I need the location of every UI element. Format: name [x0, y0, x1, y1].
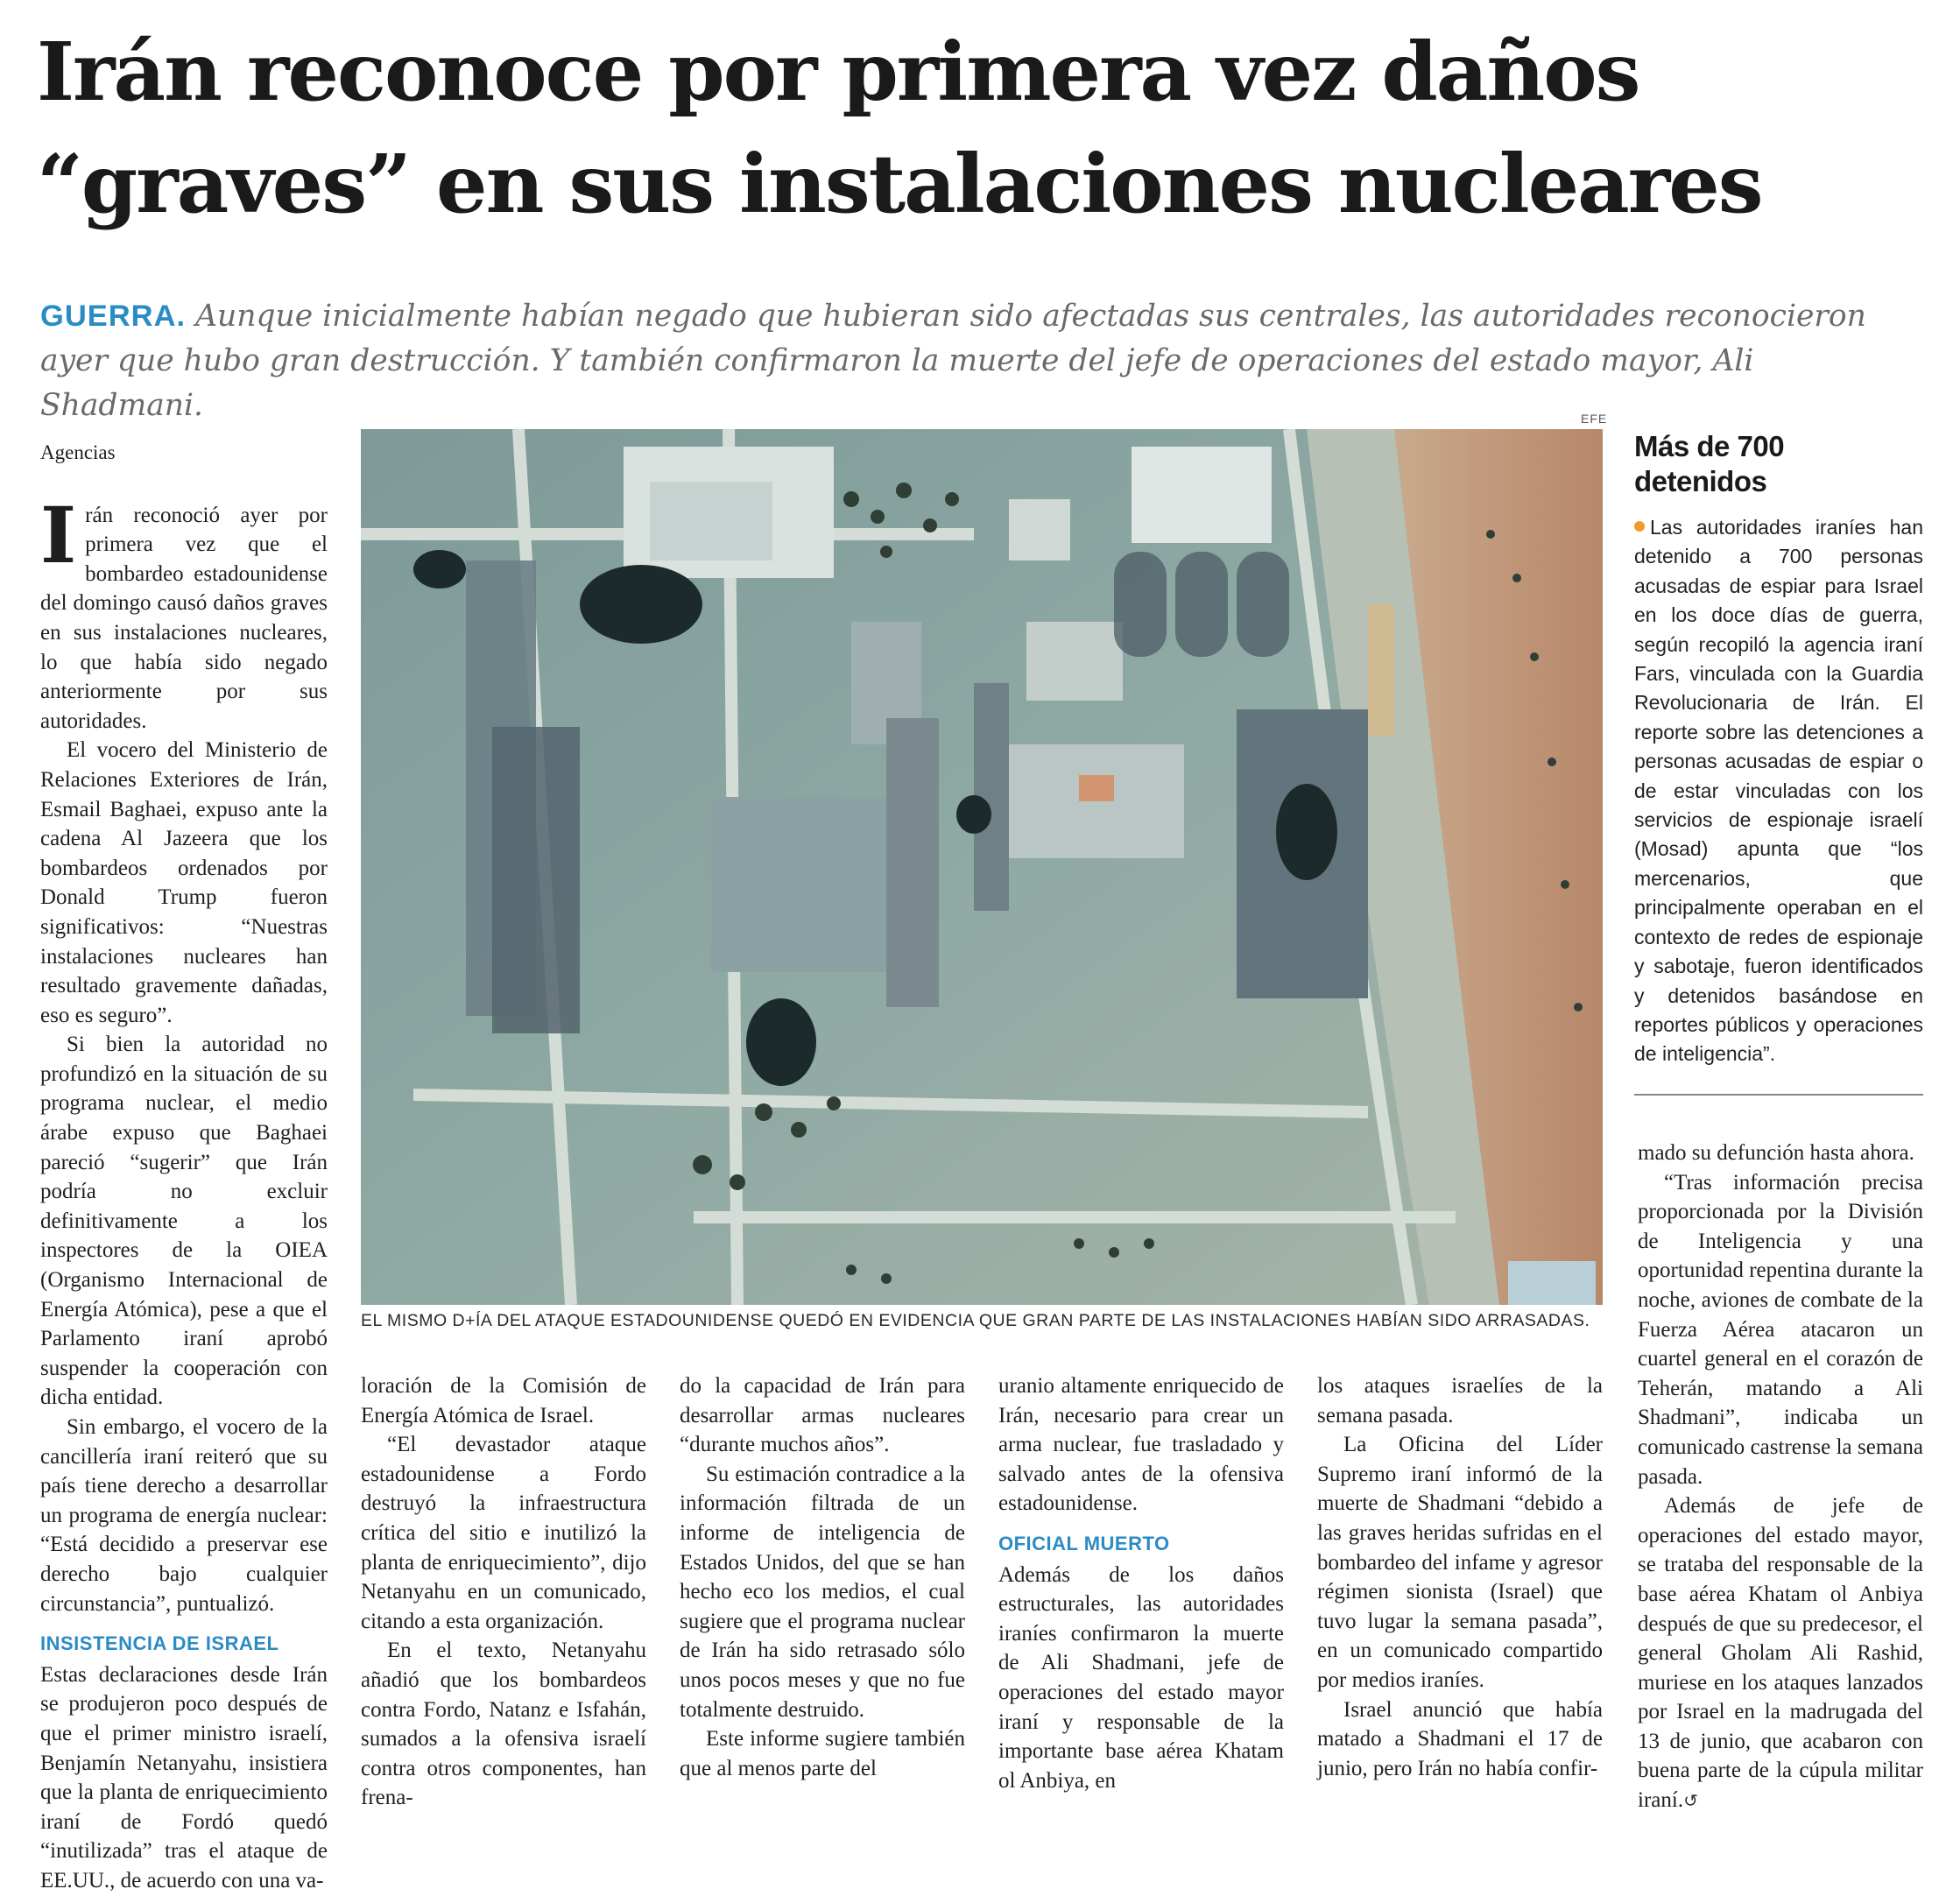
sidebar-box: [1634, 429, 1923, 1069]
deck: [40, 294, 1923, 428]
paragraph: En el texto, Netanyahu añadió que los bombardeos contra Fordo, Natanz e Isfahán, sumados a la ofensiva israelí contra otros componentes, han frena-: [361, 1639, 646, 1810]
paragraph: rán reconoció ayer por primera vez que el bombardeo estadounidense del domingo causó daños graves en sus instalaciones nucleares, lo que había sido negado anteriormente por sus autoridades.: [40, 503, 328, 733]
paragraph: Este informe sugiere también que al menos parte del: [680, 1727, 965, 1780]
column-6: [1638, 1138, 1923, 1816]
paragraph: “Tras información precisa proporcionada por la División de Inteligencia y una oportunidad repentina durante la noche, aviones de combate de la Fuerza Aérea atacaron un cuartel general en el corazón de Teherán, matando a Ali Shadmani”, indicaba un comunicado castrense la semana pasada.: [1638, 1170, 1923, 1489]
paragraph: do la capacidad de Irán para desarrollar armas nucleares “durante muchos años”.: [680, 1374, 965, 1457]
paragraph: Estas declaraciones desde Irán se produjeron poco después de que el primer ministro israelí, Benjamín Netanyahu, insistiera que la planta de enriquecimiento iraní de Fordó quedó “inutilizada” tras el ataque de EE.UU., de acuerdo con una va-: [40, 1662, 328, 1892]
column-1: [40, 438, 328, 1896]
paragraph: “El devastador ataque estadounidense a Fordo destruyó la infraestructura crítica del sitio e inutilizó la planta de enriquecimiento”, dijo Netanyahu en un comunicado, citando a esta organización.: [361, 1433, 646, 1633]
subhead-oficial-muerto: OFICIAL MUERTO: [998, 1532, 1170, 1554]
column-4: [998, 1371, 1284, 1795]
photo-credit: EFE: [1581, 412, 1608, 426]
deck-kicker: GUERRA.: [40, 300, 187, 333]
paragraph: La Oficina del Líder Supremo iraní informó de la muerte de Shadmani “debido a las graves heridas sufridas en el bombardeo del infame y agresor régimen sionista (Israel) que tuvo lugar la semana pasada”, en un comunicado compartido por medios iraníes.: [1317, 1433, 1603, 1692]
paragraph: Si bien la autoridad no profundizó en la situación de su programa nuclear, el medio árabe expuso que Baghaei pareció “sugerir” que Irán podría no excluir definitivamente a los inspectores de la OIEA (Organismo Internacional de Energía Atómica), pese a que el Parlamento iraní aprobó suspender la cooperación con dicha entidad.: [40, 1033, 328, 1410]
paragraph: Su estimación contradice a la información filtrada de un informe de inteligencia de Estados Unidos, del que se han hecho eco los medios, el cual sugiere que el programa nuclear de Irán ha sido retrasado sólo unos pocos meses y que no fue totalmente destruido.: [680, 1462, 965, 1722]
deck-text: Aunque inicialmente habían negado que hubieran sido afectadas sus centrales, las autoridades reconocieron ayer que hubo gran destrucción. Y también confirmaron la muerte del jefe de operaciones del estado mayor, Ali Shadmani.: [40, 299, 1866, 423]
byline: Agencias: [40, 441, 116, 463]
paragraph: loración de la Comisión de Energía Atómica de Israel.: [361, 1374, 646, 1427]
satellite-photo: [361, 429, 1603, 1305]
paragraph: El vocero del Ministerio de Relaciones Exteriores de Irán, Esmail Baghaei, expuso ante la cadena Al Jazeera que los bombardeos ordenados por Donald Trump fueron significativos: “Nuestras instalaciones nucleares han resultado gravemente dañadas, eso es seguro”.: [40, 738, 328, 1027]
photo-caption: EL MISMO D+ÍA DEL ATAQUE ESTADOUNIDENSE QUEDÓ EN EVIDENCIA QUE GRAN PARTE DE LAS INSTALACIONES HABÍAN SIDO ARRASADAS.: [361, 1311, 1590, 1330]
bullet-dot-icon: [1634, 521, 1645, 532]
headline-line-1: Irán reconoce por primera vez daños: [37, 25, 1639, 119]
paragraph-text: Además de jefe de operaciones del estado mayor, se trataba del responsable de la base aérea Khatam ol Anbiya después de que su predecesor, el general Gholam Ali Rashid, muriese en los ataques lanzados por Israel en la madrugada del 13 de junio, que acabaron con buena parte de la cúpula militar iraní.: [1638, 1494, 1923, 1813]
paragraph: uranio altamente enriquecido de Irán, necesario para crear un arma nuclear, fue trasladado y salvado antes de la ofensiva estadounidense.: [998, 1374, 1284, 1516]
paragraph: [1638, 1491, 1923, 1816]
column-2: [361, 1371, 646, 1813]
subhead-insistencia: INSISTENCIA DE ISRAEL: [40, 1632, 279, 1655]
sidebar-body: Las autoridades iraníes han detenido a 700 personas acusadas de espiar para Israel en los doce días de guerra, según recopiló la agencia iraní Fars, vinculada con la Guardia Revolucionaria de Irán. El reporte sobre las detenciones a personas acusadas de espiar o de estar vinculadas con los servicios de espionaje israelí (Mosad) apunta que “los mercenarios, que principalmente operaban en el contexto de redes de espionaje y sabotaje, fueron identificados y detenidos basándose en reportes públicos y operaciones de inteligencia”.: [1634, 516, 1923, 1066]
paragraph: Sin embargo, el vocero de la cancillería iraní reiteró que su país tiene derecho a desarrollar un programa de energía nuclear: “Está decidido a preservar ese derecho bajo cualquier circunstancia”, puntualizó.: [40, 1415, 328, 1616]
sidebar-rule: [1634, 1094, 1923, 1096]
satellite-image: [361, 429, 1603, 1305]
paragraph: Israel anunció que había matado a Shadmani el 17 de junio, pero Irán no había confir-: [1317, 1697, 1603, 1780]
story-start: [40, 489, 328, 1896]
sidebar-title: Más de 700 detenidos: [1634, 430, 1785, 497]
paragraph: los ataques israelíes de la semana pasada.: [1317, 1374, 1603, 1427]
paragraph: mado su defunción hasta ahora.: [1638, 1141, 1914, 1165]
headline: [37, 16, 1928, 240]
end-mark-icon: ↺: [1683, 1790, 1698, 1812]
column-5: [1317, 1371, 1603, 1783]
paragraph: Además de los daños estructurales, las autoridades iraníes confirmaron la muerte de Ali Shadmani, jefe de operaciones del estado mayor iraní y responsable de la importante base aérea Khatam ol Anbiya, en: [998, 1562, 1284, 1793]
drop-cap: I: [40, 489, 77, 581]
headline-line-2: “graves” en sus instalaciones nucleares: [37, 137, 1762, 231]
column-3: [680, 1371, 965, 1783]
